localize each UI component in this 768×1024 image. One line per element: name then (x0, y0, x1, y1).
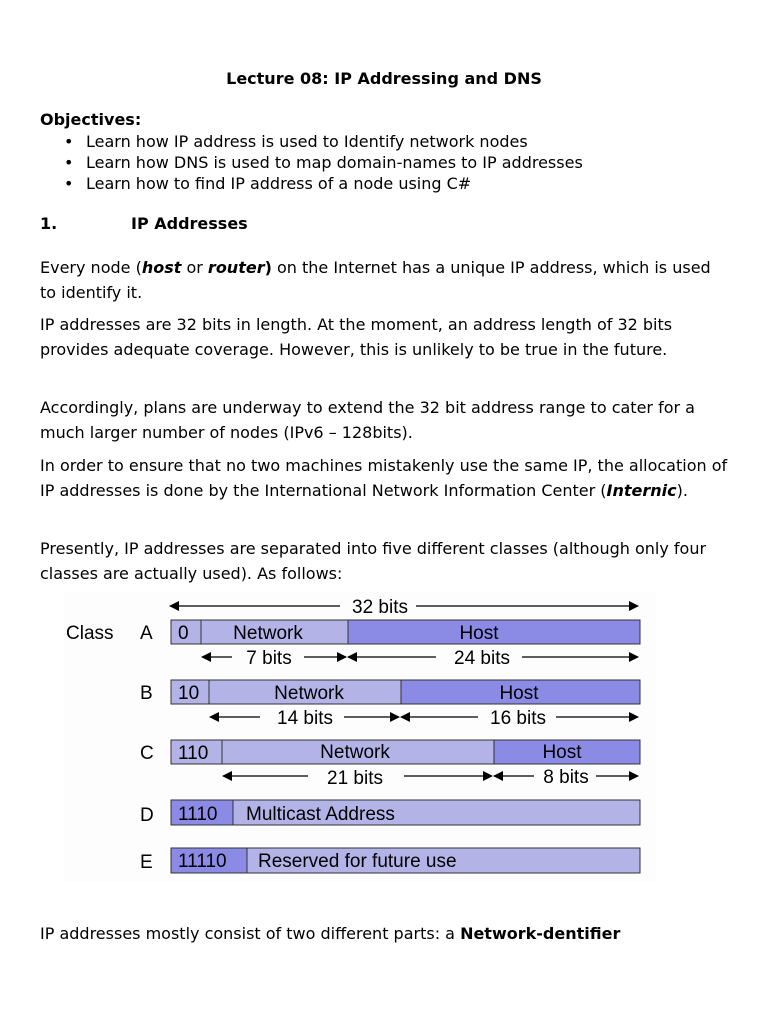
list-item: • Learn how IP address is used to Identify network nodes (62, 131, 583, 152)
class-a-network: Network (233, 623, 303, 644)
paragraph-ipv6: Accordingly, plans are underway to extend the 32 bit address range to cater for a much larger number of nodes (IPv6 – 128bits). (40, 398, 695, 442)
class-letter-e: E (140, 852, 153, 873)
host-term: host (141, 258, 182, 277)
class-c-host: Host (542, 742, 582, 763)
class-a-host: Host (459, 623, 499, 644)
objectives-heading: Objectives: (40, 110, 142, 129)
paragraph-length: IP addresses are 32 bits in length. At the moment, an address length of 32 bits provides adequate coverage. However, this is unlikely to be true in the future. (40, 315, 673, 359)
router-term: router (207, 258, 265, 277)
class-a-prefix: 0 (178, 623, 189, 644)
total-bits-label: 32 bits (352, 597, 408, 618)
class-d-label: Multicast Address (246, 804, 395, 825)
objectives-list (62, 131, 583, 194)
paragraph-internic: In order to ensure that no two machines mistakenly use the same IP, the allocation of IP addresses is done by the International Network Information Center (Internic). (40, 456, 728, 500)
class-c-network: Network (320, 742, 390, 763)
class-b-network: Network (274, 683, 344, 704)
class-letter-a: A (140, 623, 153, 644)
class-c-network-bits: 21 bits (327, 768, 383, 789)
class-label: Class (66, 623, 114, 644)
section-title: IP Addresses (131, 214, 248, 233)
paragraph-nodes: Every node (host or router) on the Internet has a unique IP address, which is used to identify it. (40, 258, 711, 302)
paragraph-classes: Presently, IP addresses are separated into five different classes (although only four classes are actually used). As follows: (40, 539, 707, 583)
class-a-host-bits: 24 bits (454, 648, 510, 669)
class-c-prefix: 110 (178, 743, 209, 764)
class-b-host-bits: 16 bits (490, 708, 546, 729)
list-item: • Learn how to find IP address of a node using C# (62, 173, 583, 194)
paragraph-parts: IP addresses mostly consist of two different parts: a Network-dentifier (40, 924, 621, 943)
class-letter-b: B (140, 683, 153, 704)
ip-class-diagram (64, 592, 656, 882)
class-b-network-bits: 14 bits (277, 708, 333, 729)
section-heading (40, 214, 248, 233)
internic-term: Internic (606, 481, 677, 500)
class-b-prefix: 10 (178, 683, 200, 704)
class-e-prefix: 11110 (178, 851, 227, 872)
class-c-host-bits: 8 bits (543, 767, 589, 788)
list-item: • Learn how DNS is used to map domain-names to IP addresses (62, 152, 583, 173)
section-number: 1. (40, 214, 58, 233)
class-d-prefix: 1110 (178, 804, 218, 825)
page-title: Lecture 08: IP Addressing and DNS (226, 69, 542, 88)
class-letter-d: D (140, 805, 154, 826)
class-e-label: Reserved for future use (258, 851, 457, 872)
class-b-host: Host (499, 683, 539, 704)
network-identifier-term: Network-dentifier (460, 924, 621, 943)
class-letter-c: C (140, 743, 154, 764)
class-a-network-bits: 7 bits (246, 648, 292, 669)
